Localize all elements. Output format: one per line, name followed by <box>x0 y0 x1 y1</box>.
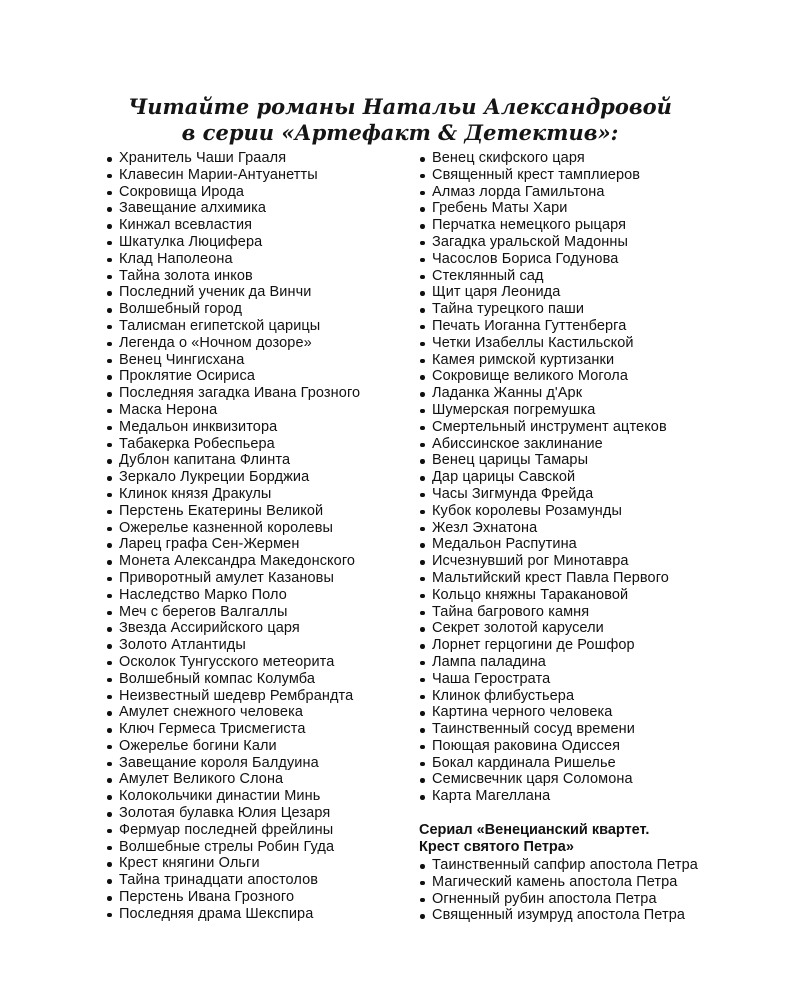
book-title: Магический камень апостола Петра <box>419 874 698 891</box>
book-title: Медальон Распутина <box>419 536 669 553</box>
book-title: Тайна золота инков <box>106 268 360 285</box>
book-title: Хранитель Чаши Грааля <box>106 150 360 167</box>
book-title: Колокольчики династии Минь <box>106 788 360 805</box>
book-title: Волшебный компас Колумба <box>106 671 360 688</box>
book-title: Тайна тринадцати апостолов <box>106 872 360 889</box>
book-title: Последний ученик да Винчи <box>106 284 360 301</box>
book-title: Маска Нерона <box>106 402 360 419</box>
serial-title-line-1: Сериал «Венецианский квартет. <box>419 822 650 838</box>
book-title: Зеркало Лукреции Борджиа <box>106 469 360 486</box>
book-title: Четки Изабеллы Кастильской <box>419 335 669 352</box>
book-title: Жезл Эхнатона <box>419 520 669 537</box>
page-title <box>0 94 800 146</box>
book-title: Меч с берегов Валгаллы <box>106 604 360 621</box>
book-title: Волшебные стрелы Робин Гуда <box>106 839 360 856</box>
book-title: Клинок флибустьера <box>419 688 669 705</box>
book-title: Таинственный сапфир апостола Петра <box>419 857 698 874</box>
book-title: Золото Атлантиды <box>106 637 360 654</box>
book-title: Печать Иоганна Гуттенберга <box>419 318 669 335</box>
book-title: Шкатулка Люцифера <box>106 234 360 251</box>
book-title: Ожерелье богини Кали <box>106 738 360 755</box>
book-title: Звезда Ассирийского царя <box>106 620 360 637</box>
book-title: Неизвестный шедевр Рембрандта <box>106 688 360 705</box>
book-title: Камея римской куртизанки <box>419 352 669 369</box>
book-title: Сокровище великого Могола <box>419 368 669 385</box>
book-title: Сокровища Ирода <box>106 184 360 201</box>
book-title: Ожерелье казненной королевы <box>106 520 360 537</box>
book-title: Завещание алхимика <box>106 200 360 217</box>
serial-heading <box>419 822 649 856</box>
book-title: Клинок князя Дракулы <box>106 486 360 503</box>
book-title: Алмаз лорда Гамильтона <box>419 184 669 201</box>
book-title: Священный изумруд апостола Петра <box>419 907 698 924</box>
book-title: Легенда о «Ночном дозоре» <box>106 335 360 352</box>
book-title: Талисман египетской царицы <box>106 318 360 335</box>
book-title: Щит царя Леонида <box>419 284 669 301</box>
book-title: Часослов Бориса Годунова <box>419 251 669 268</box>
book-title: Абиссинское заклинание <box>419 436 669 453</box>
book-title: Гребень Маты Хари <box>419 200 669 217</box>
book-title: Ларец графа Сен-Жермен <box>106 536 360 553</box>
book-title: Таинственный сосуд времени <box>419 721 669 738</box>
book-title: Табакерка Робеспьера <box>106 436 360 453</box>
book-title: Поющая раковина Одиссея <box>419 738 669 755</box>
book-title: Кубок королевы Розамунды <box>419 503 669 520</box>
book-title: Последняя драма Шекспира <box>106 906 360 923</box>
book-title: Амулет Великого Слона <box>106 771 360 788</box>
book-title: Ключ Гермеса Трисмегиста <box>106 721 360 738</box>
book-title: Амулет снежного человека <box>106 704 360 721</box>
book-title: Приворотный амулет Казановы <box>106 570 360 587</box>
book-title: Венец Чингисхана <box>106 352 360 369</box>
book-title: Клад Наполеона <box>106 251 360 268</box>
book-title: Осколок Тунгусского метеорита <box>106 654 360 671</box>
book-title: Огненный рубин апостола Петра <box>419 891 698 908</box>
book-title: Последняя загадка Ивана Грозного <box>106 385 360 402</box>
book-title: Фермуар последней фрейлины <box>106 822 360 839</box>
book-title: Проклятие Осириса <box>106 368 360 385</box>
book-title: Лорнет герцогини де Рошфор <box>419 637 669 654</box>
title-line-2: в серии «Артефакт & Детектив»: <box>181 120 619 145</box>
book-title: Кольцо княжны Таракановой <box>419 587 669 604</box>
book-title: Перстень Екатерины Великой <box>106 503 360 520</box>
book-title: Тайна багрового камня <box>419 604 669 621</box>
book-title: Мальтийский крест Павла Первого <box>419 570 669 587</box>
book-title: Дар царицы Савской <box>419 469 669 486</box>
book-title: Семисвечник царя Соломона <box>419 771 669 788</box>
book-title: Золотая булавка Юлия Цезаря <box>106 805 360 822</box>
book-title: Волшебный город <box>106 301 360 318</box>
book-title: Стеклянный сад <box>419 268 669 285</box>
book-title: Наследство Марко Поло <box>106 587 360 604</box>
book-title: Венец скифского царя <box>419 150 669 167</box>
book-title: Загадка уральской Мадонны <box>419 234 669 251</box>
book-title: Завещание короля Балдуина <box>106 755 360 772</box>
book-title: Перстень Ивана Грозного <box>106 889 360 906</box>
book-title: Священный крест тамплиеров <box>419 167 669 184</box>
book-title: Дублон капитана Флинта <box>106 452 360 469</box>
book-title: Бокал кардинала Ришелье <box>419 755 669 772</box>
book-title: Смертельный инструмент ацтеков <box>419 419 669 436</box>
book-title: Секрет золотой карусели <box>419 620 669 637</box>
book-title: Чаша Герострата <box>419 671 669 688</box>
book-title: Ладанка Жанны д'Арк <box>419 385 669 402</box>
book-title: Лампа паладина <box>419 654 669 671</box>
book-list-right <box>419 150 669 805</box>
book-list-left <box>106 150 360 923</box>
serial-title-line-2: Крест святого Петра» <box>419 839 574 855</box>
book-title: Медальон инквизитора <box>106 419 360 436</box>
book-title: Кинжал всевластия <box>106 217 360 234</box>
book-title: Венец царицы Тамары <box>419 452 669 469</box>
book-title: Перчатка немецкого рыцаря <box>419 217 669 234</box>
title-line-1: Читайте романы Натальи Александровой <box>128 94 672 119</box>
serial-book-list <box>419 857 698 924</box>
book-title: Тайна турецкого паши <box>419 301 669 318</box>
book-title: Шумерская погремушка <box>419 402 669 419</box>
book-title: Крест княгини Ольги <box>106 855 360 872</box>
book-title: Исчезнувший рог Минотавра <box>419 553 669 570</box>
book-title: Монета Александра Македонского <box>106 553 360 570</box>
book-title: Клавесин Марии-Антуанетты <box>106 167 360 184</box>
book-title: Картина черного человека <box>419 704 669 721</box>
book-title: Карта Магеллана <box>419 788 669 805</box>
book-title: Часы Зигмунда Фрейда <box>419 486 669 503</box>
